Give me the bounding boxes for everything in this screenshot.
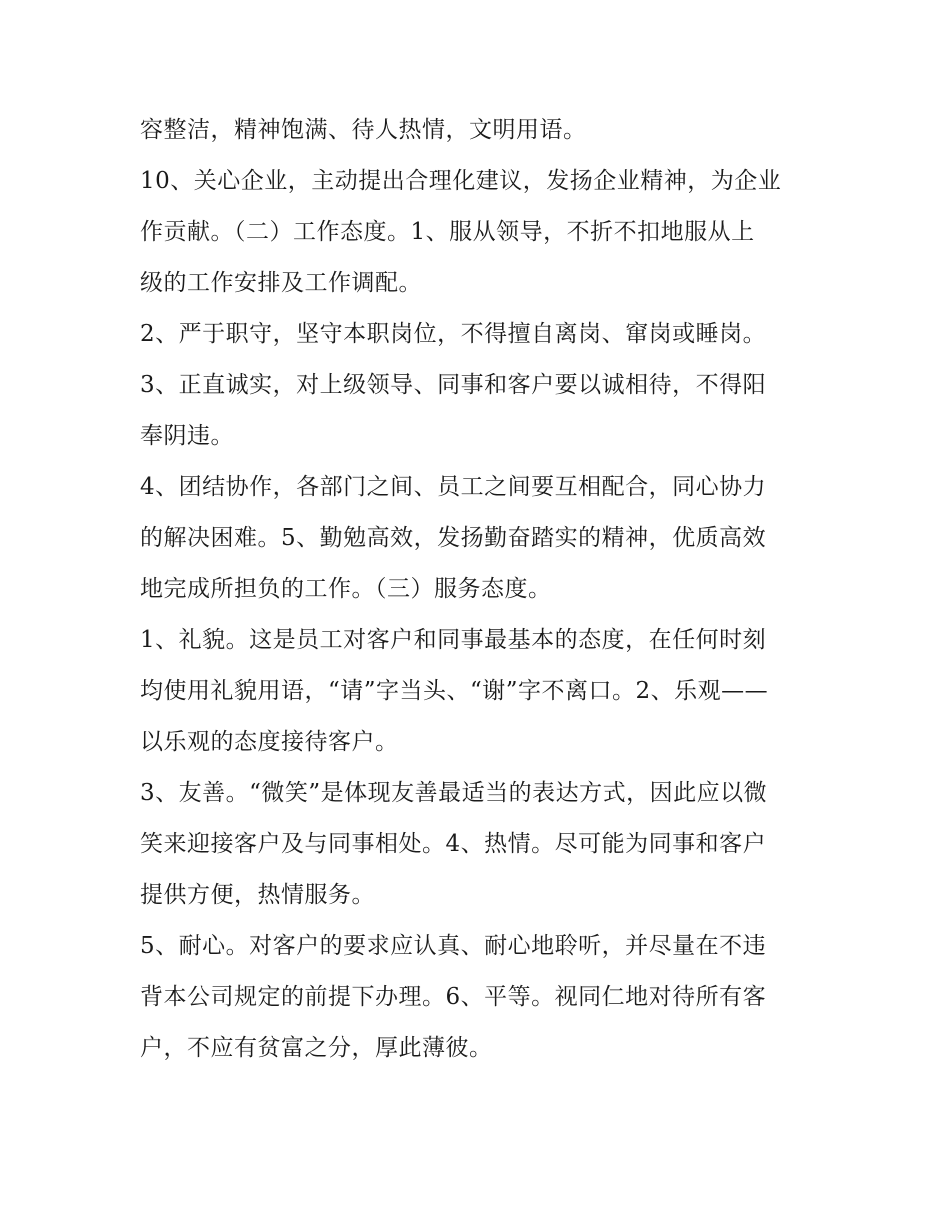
text-line: 户，不应有贫富之分，厚此薄彼。 [140,1035,493,1061]
text-line: 4、团结协作，各部门之间、员工之间要互相配合，同心协力 [140,474,767,500]
document-body [140,108,820,1077]
text-line: 作贡献。（二）工作态度。1、服从领导，不折不扣地服从上 [140,219,755,245]
text-line: 5、耐心。对客户的要求应认真、耐心地聆听，并尽量在不违 [140,933,767,959]
text-line: 级的工作安排及工作调配。 [140,270,422,296]
text-line: 3、友善。“微笑”是体现友善最适当的表达方式，因此应以微 [140,780,768,806]
text-line: 提供方便，热情服务。 [140,882,375,908]
text-line: 笑来迎接客户及与同事相处。4、热情。尽可能为同事和客户 [140,831,767,857]
text-line: 容整洁，精神饱满、待人热情，文明用语。 [140,117,587,143]
text-line: 2、严于职守，坚守本职岗位，不得擅自离岗、窜岗或睡岗。 [140,321,767,347]
text-line: 奉阴违。 [140,423,234,449]
text-line: 背本公司规定的前提下办理。6、平等。视同仁地对待所有客 [140,984,767,1010]
text-line: 3、正直诚实，对上级领导、同事和客户要以诚相待，不得阳 [140,372,767,398]
text-line: 以乐观的态度接待客户。 [140,729,399,755]
text-line: 的解决困难。5、勤勉高效，发扬勤奋踏实的精神，优质高效 [140,525,767,551]
text-line: 10、关心企业，主动提出合理化建议，发扬企业精神，为企业 [140,168,782,194]
text-line: 地完成所担负的工作。（三）服务态度。 [140,576,552,602]
text-line: 1、礼貌。这是员工对客户和同事最基本的态度，在任何时刻 [140,627,767,653]
text-line: 均使用礼貌用语，“请”字当头、“谢”字不离口。2、乐观—— [140,678,769,704]
